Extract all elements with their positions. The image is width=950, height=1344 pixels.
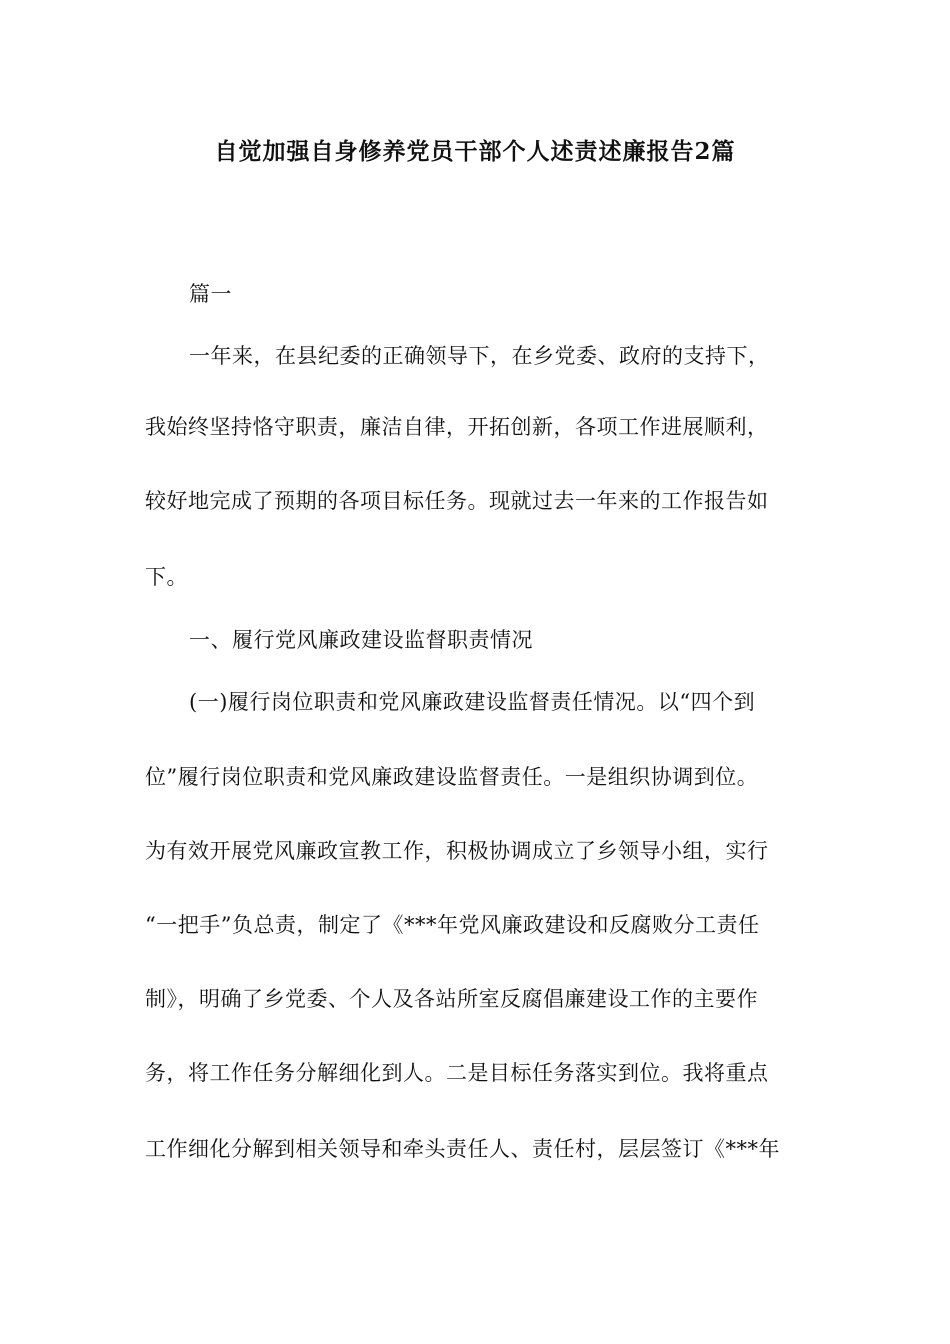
paragraph-line: 我始终坚持恪守职责，廉洁自律，开拓创新，各项工作进展顺利， bbox=[145, 415, 769, 439]
paragraph-line: 工作细化分解到相关领导和牵头责任人、责任村，层层签订《***年 bbox=[145, 1137, 780, 1161]
paragraph-line: 为有效开展党风廉政宣教工作，积极协调成立了乡领导小组，实行 bbox=[145, 839, 769, 863]
section-heading: 一、履行党风廉政建设监督职责情况 bbox=[189, 628, 533, 652]
paragraph-line: 制》，明确了乡党委、个人及各站所室反腐倡廉建设工作的主要作 bbox=[145, 987, 758, 1011]
paragraph-line: 位”履行岗位职责和党风廉政建设监督责任。一是组织协调到位。 bbox=[145, 765, 759, 789]
paragraph-line: (一)履行岗位职责和党风廉政建设监督责任情况。以“四个到 bbox=[189, 690, 756, 714]
paragraph-line: “一把手”负总责，制定了《***年党风廉政建设和反腐败分工责任 bbox=[145, 913, 760, 937]
paragraph-line: 较好地完成了预期的各项目标任务。现就过去一年来的工作报告如 bbox=[145, 489, 769, 513]
paragraph-line: 下。 bbox=[145, 565, 188, 589]
paragraph-line: 一年来，在县纪委的正确领导下，在乡党委、政府的支持下， bbox=[189, 344, 770, 368]
paragraph-line: 务，将工作任务分解细化到人。二是目标任务落实到位。我将重点 bbox=[145, 1061, 769, 1085]
document-title: 自觉加强自身修养党员干部个人述责述廉报告2篇 bbox=[214, 138, 736, 165]
section-heading-part-one: 篇一 bbox=[189, 282, 232, 306]
